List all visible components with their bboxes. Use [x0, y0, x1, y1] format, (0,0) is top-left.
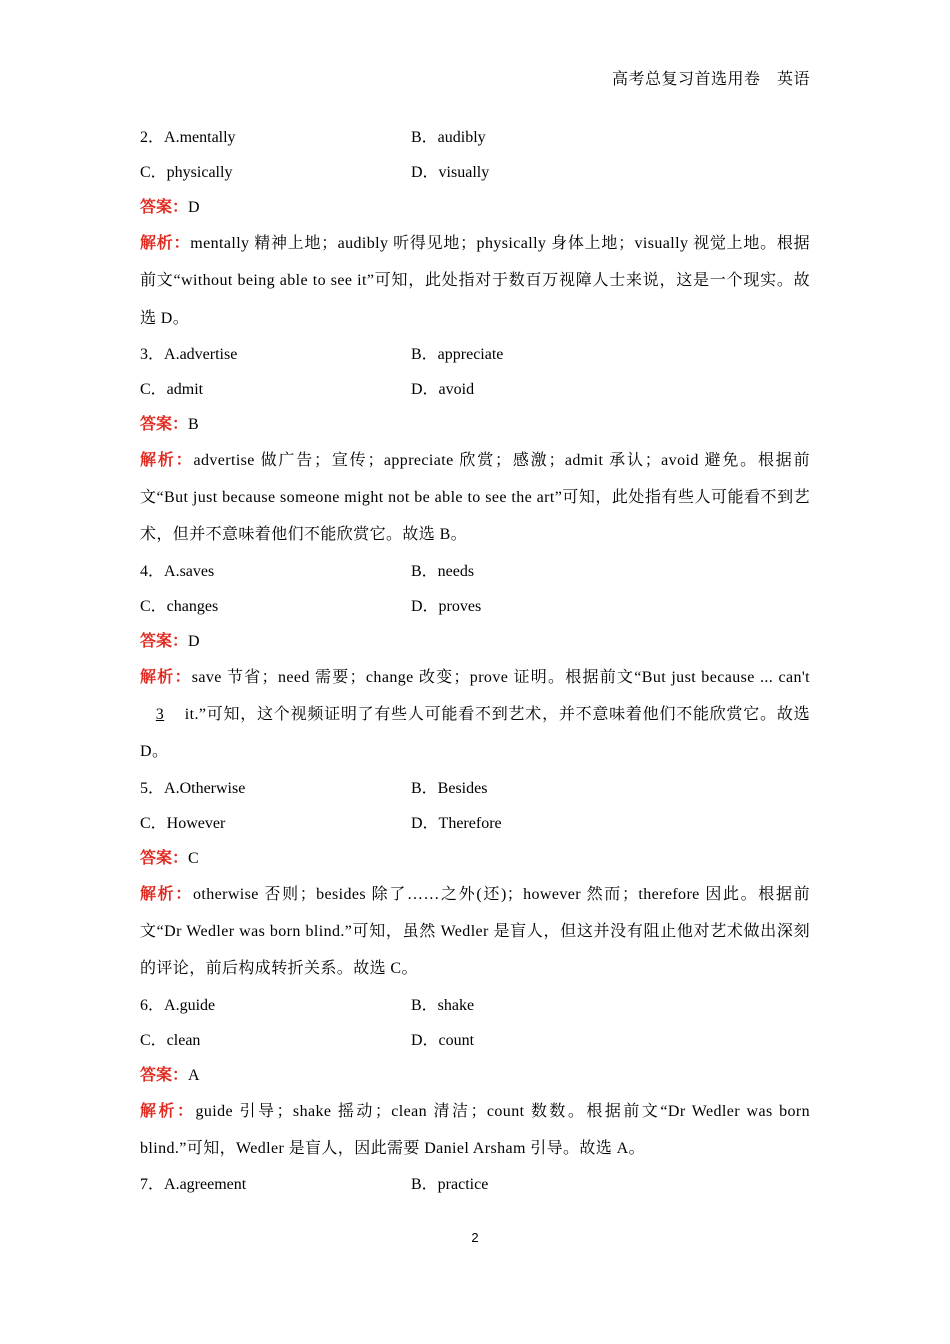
option-b: B．Besides	[411, 779, 488, 797]
answer-line	[140, 624, 810, 659]
options-row	[140, 771, 810, 806]
option-b: B．audibly	[411, 129, 486, 146]
question-number: 7．	[140, 1176, 165, 1194]
analysis-paragraph	[140, 659, 810, 771]
answer-line	[140, 1058, 810, 1093]
answer-label: 答案：	[140, 199, 189, 216]
analysis-label: 解析：	[140, 235, 191, 252]
analysis-label: 解析：	[140, 668, 192, 686]
page-header: 高考总复习首选用卷 英语	[611, 71, 810, 88]
option-d: D．Therefore	[411, 814, 502, 832]
answer-line	[140, 190, 810, 225]
option-c: C．However	[140, 814, 226, 832]
options-row	[140, 372, 810, 407]
option-c: C．physically	[140, 164, 233, 181]
option-d: D．count	[411, 1031, 475, 1049]
analysis-label: 解析：	[140, 451, 194, 469]
question-number: 4．	[140, 562, 165, 580]
option-d: D．proves	[411, 597, 482, 615]
options-row	[140, 554, 810, 589]
option-c: C．admit	[140, 380, 204, 398]
option-a: 2．A.mentally	[140, 129, 236, 146]
answer-value: C	[188, 849, 199, 867]
option-b: B．shake	[411, 996, 475, 1014]
option-b: B．needs	[411, 562, 475, 580]
option-d: D．avoid	[411, 380, 475, 398]
answer-label: 答案：	[140, 415, 189, 433]
answer-value: D	[188, 199, 200, 216]
analysis-text: advertise 做广告；宣传；appreciate 欣赏；感激；admit 承认；avoid 避免。根据前文“But just because someone might not be able to see the art”可知，此处指有些人可能看不到艺术，但并不意味着他们不能欣赏它。故选 B。	[140, 451, 811, 544]
answer-label: 答案：	[140, 1066, 189, 1084]
question-number: 5．	[140, 779, 165, 797]
options-row	[140, 337, 810, 372]
page-number: 2	[471, 1230, 479, 1245]
option-c: C．changes	[140, 597, 219, 615]
option-a: 3．A.advertise	[140, 345, 238, 363]
options-row	[140, 1023, 810, 1058]
options-row	[140, 1167, 810, 1202]
options-row	[140, 155, 810, 190]
analysis-text: save 节省；need 需要；change 改变；prove 证明。根据前文“But just because ... can't	[191, 668, 810, 686]
question-4	[140, 554, 810, 771]
option-a: 7．A.agreement	[140, 1176, 247, 1194]
question-6	[140, 988, 810, 1168]
option-c: C．clean	[140, 1031, 201, 1049]
options-row	[140, 988, 810, 1023]
question-5	[140, 771, 810, 988]
answer-value: A	[188, 1066, 200, 1084]
question-3	[140, 337, 810, 554]
analysis-text: guide 引导；shake 摇动；clean 清洁；count 数数。根据前文“Dr Wedler was born blind.”可知，Wedler 是盲人，因此需要 Daniel Arsham 引导。故选 A。	[140, 1102, 811, 1157]
analysis-label: 解析：	[140, 885, 193, 903]
question-7	[140, 1167, 810, 1202]
answer-label: 答案：	[140, 849, 189, 867]
analysis-paragraph	[140, 225, 810, 337]
option-b: B．practice	[411, 1176, 489, 1194]
option-a: 6．A.guide	[140, 996, 216, 1014]
analysis-paragraph	[140, 442, 810, 554]
document-body	[140, 120, 810, 1202]
option-a: 5．A.Otherwise	[140, 779, 246, 797]
option-d: D．visually	[411, 164, 490, 181]
options-row	[140, 589, 810, 624]
options-row	[140, 120, 810, 155]
question-number: 3．	[140, 345, 165, 363]
options-row	[140, 806, 810, 841]
analysis-label: 解析：	[140, 1102, 196, 1120]
analysis-paragraph	[140, 876, 810, 988]
analysis-text: it.”可知，这个视频证明了有些人可能看不到艺术，并不意味着他们不能欣赏它。故选 D。	[140, 706, 810, 761]
answer-line	[140, 841, 810, 876]
analysis-text: otherwise 否则；besides 除了……之外(还)；however 然而；therefore 因此。根据前文“Dr Wedler was born blind.”可知，虽然 Wedler 是盲人，但这并没有阻止他对艺术做出深刻的评论，前后构成转折关系。故选 C。	[140, 885, 811, 978]
answer-value: B	[188, 415, 199, 433]
blank-number: 3	[155, 706, 165, 724]
option-a: 4．A.saves	[140, 562, 215, 580]
answer-value: D	[188, 632, 200, 650]
question-number: 2．	[140, 129, 165, 146]
analysis-paragraph	[140, 1093, 810, 1168]
question-2	[140, 120, 810, 337]
question-number: 6．	[140, 996, 165, 1014]
answer-line	[140, 407, 810, 442]
option-b: B．appreciate	[411, 345, 504, 363]
analysis-text: mentally 精神上地；audibly 听得见地；physically 身体上地；visually 视觉上地。根据前文“without being able to see it”可知，此处指对于数百万视障人士来说，这是一个现实。故选 D。	[140, 235, 810, 327]
answer-label: 答案：	[140, 632, 189, 650]
